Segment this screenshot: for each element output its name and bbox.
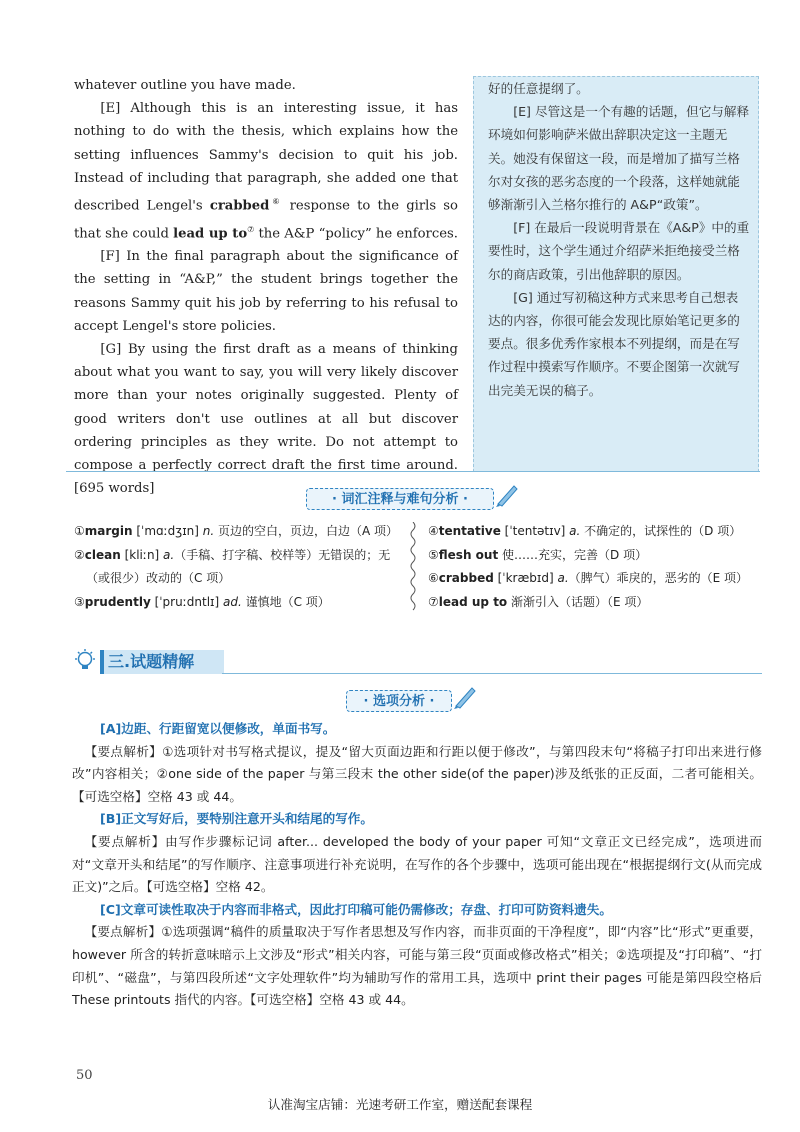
option-heading-c: [C]文章可读性取决于内容而非格式，因此打印稿可能仍需修改；存盘、打印可防资料遗失。 <box>100 901 612 917</box>
vocab-item: ③prudently [ˈpruːdntlɪ] ad. 谨慎地（C 项） <box>74 594 330 609</box>
english-column <box>74 74 458 500</box>
vocab-banner: · 词汇注释与难句分析 · <box>306 488 494 510</box>
option-body-c: 【要点解析】①选项强调“稿件的质量取决于写作者思想及写作内容，而非页面的干净程度”，即“内容”比“形式”更重要，however 所含的转折意味暗示上文涉及“形式”相关内容，可能与第三段“页面或修改格式”相关；②选项提及“打印稿”、“打印机”、“磁盘”，与第四段所述“文字处理软件”均为辅助写作的常用工具，选项中 print their pages 可能是第四段空格后 These printouts 指代的内容。【可选空格】空格 43 或 44。 <box>72 924 762 1008</box>
wave-divider <box>408 522 418 614</box>
chinese-paragraph-g: [G] 通过写初稿这种方式来思考自己想表达的内容，你很可能会发现比原始笔记更多的要点。很多优秀作家根本不列提纲，而是在写作过程中摸索写作顺序。不要企图第一次就写出完美无误的稿子。 <box>488 289 740 398</box>
vocab-item: ④tentative [ˈtentətɪv] a. 不确定的，试探性的（D 项） <box>428 524 742 538</box>
option-heading-a: [A]边距、行距留宽以便修改，单面书写。 <box>100 721 336 736</box>
pen-icon <box>452 684 478 710</box>
option-analysis <box>72 718 762 1012</box>
english-paragraph-f: [F] In the final paragraph about the significance of the setting in “A&P,” the student brings together the reasons Sammy quit his job by referring to his refusal to accept Lengel's store policies. <box>74 249 458 334</box>
page-number: 50 <box>76 1068 93 1083</box>
divider <box>66 471 760 472</box>
pen-icon <box>494 482 520 508</box>
vocab-item: ⑤flesh out 使……充实，完善（D 项） <box>428 547 648 562</box>
section-title: 三.试题精解 <box>108 652 195 671</box>
option-body-b: 【要点解析】由写作步骤标记词 after... developed the body of your paper 可知“文章正文已经完成”，选项进而对“文章开头和结尾”的写作顺序、注意事项进行补充说明，在写作的各个步骤中，选项可能出现在“根据提纲行文(从而完成正文)”之后。【可选空格】空格 42。 <box>72 833 762 895</box>
footer-note: 认准淘宝店铺：光速考研工作室，赠送配套课程 <box>267 1097 533 1112</box>
keyword-crabbed: crabbed <box>209 198 270 214</box>
option-body-a: 【要点解析】①选项针对书写格式提议，提及“留大页面边距和行距以便于修改”，与第四段末句“将稿子打印出来进行修改”内容相关；②one side of the paper 与第三段末 the other side(of the paper)涉及纸张的正反面，二者可能相关。【可选空格】空格 43 或 44。 <box>72 743 762 804</box>
lightbulb-icon <box>72 648 98 674</box>
english-paragraph-g: [G] By using the first draft as a means of thinking about what you want to say, you will very likely discover more than your notes originally suggested. Plenty of good writers don't use outlines at all but discover ordering principles as they write. Do not attempt to compose a perfectly correct draft the first time around. [695 words] <box>74 342 458 497</box>
chinese-paragraph-f: [F] 在最后一段说明背景在《A&P》中的重要性时，这个学生通过介绍萨米拒绝接受兰格尔的商店政策，引出他辞职的原因。 <box>488 220 750 282</box>
vocab-item-continued: （或很少）改动的（C 项） <box>86 571 231 586</box>
section-underline <box>222 673 762 674</box>
english-line: whatever outline you have made. <box>74 78 296 93</box>
vocab-item: ②clean [kliːn] a.（手稿、打字稿、校样等）无错误的；无 <box>74 547 391 562</box>
english-paragraph-e: [E] Although this is an interesting issue, it has nothing to do with the thesis, which explains how the setting influences Sammy's decision to quit his job. Instead of including that paragraph, she added one that described Lengel's crabbed⑥ response to the girls so that she could lead up to⑦ the A&P “policy” he enforces. <box>74 101 458 241</box>
vocab-list-right <box>428 520 748 614</box>
vocab-list-left <box>74 520 398 614</box>
vocab-item: ⑥crabbed [ˈkræbɪd] a.（脾气）乖戾的，恶劣的（E 项） <box>428 571 749 586</box>
keyword-lead-up-to: lead up to <box>173 226 248 241</box>
section-header <box>72 646 762 676</box>
chinese-line: 好的任意提纲了。 <box>488 81 589 96</box>
vocab-item: ⑦lead up to 渐渐引入（话题）（E 项） <box>428 594 649 609</box>
chinese-paragraph-e: [E] 尽管这是一个有趣的话题，但它与解释环境如何影响萨米做出辞职决定这一主题无关。她没有保留这一段，而是增加了描写兰格尔对女孩的恶劣态度的一个段落，这样她就能够渐渐引入兰格尔推行的 A&P“政策”。 <box>488 104 750 213</box>
vocab-item: ①margin [ˈmɑːdʒɪn] n. 页边的空白，页边，白边（A 项） <box>74 524 399 538</box>
translation-box <box>473 76 759 472</box>
options-banner: · 选项分析 · <box>346 690 452 712</box>
option-heading-b: [B]正文写好后，要特别注意开头和结尾的写作。 <box>100 811 373 827</box>
